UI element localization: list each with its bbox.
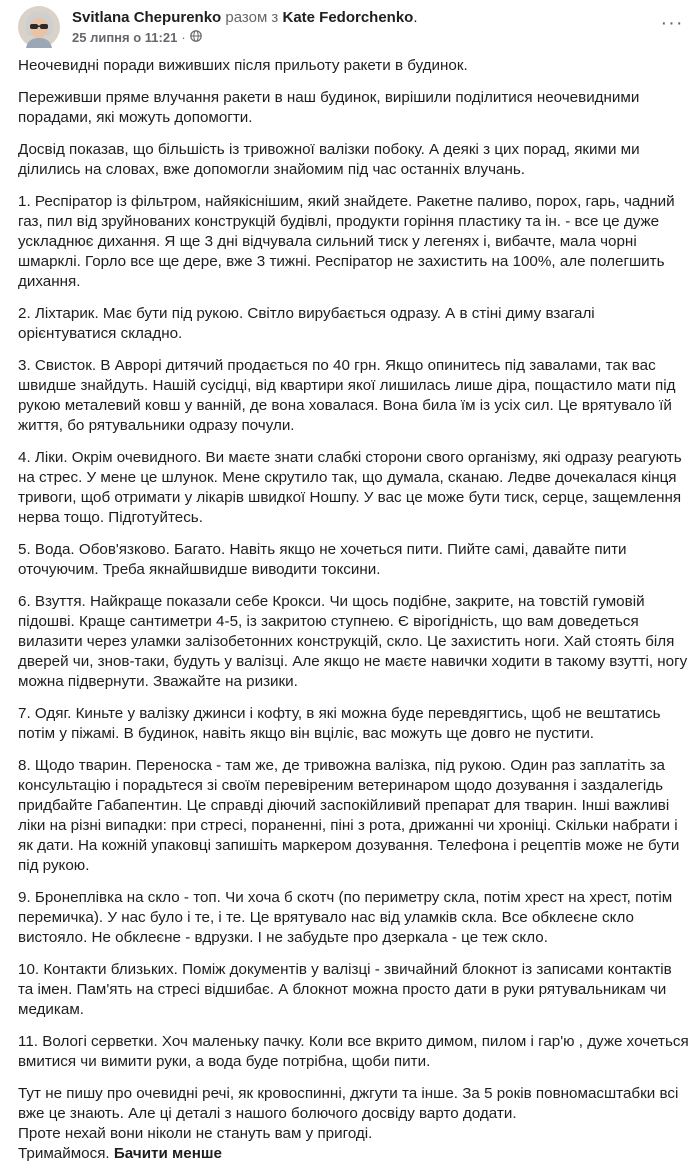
post-body	[18, 56, 690, 1164]
author-name[interactable]: Svitlana Chepurenko	[72, 9, 222, 26]
paragraph: Досвід показав, що більшість із тривожної валізки побоку. А деякі з цих порад, якими ми ділились на словах, вже допомогли знайомим під час останніх влучань.	[18, 141, 640, 178]
globe-icon	[190, 29, 202, 46]
paragraph: 11. Вологі серветки. Хоч маленьку пачку. Коли все вкрито димом, пилом і гар'ю , дуже хочеться вмитися чи вимити руки, а вода буде потрібна, щоби пити.	[18, 1033, 689, 1070]
author-line-period: .	[413, 9, 418, 26]
paragraph: 1. Респіратор із фільтром, найякіснішим, який знайдете. Ракетне паливо, порох, гарь, чадний газ, пил від зруйнованих конструкцій будівлі, продукти горіння пластику та ін. - все це дуже ускладнює дихання. Я ще 3 дні відчувала сильний тиск у легенях і, вибачте, мала чорні шмарклі. Горло все ще дере, вже 3 тижні. Респіратор не захистить на 100%, але полегшить дихання.	[18, 193, 675, 290]
paragraph: 10. Контакти близьких. Поміж документів у валізці - звичайний блокнот із записами контактів та імен. Пам'ять на стресі відшибає. А блокнот можна просто дати в руки рятувальникам чи медикам.	[18, 961, 672, 1018]
see-less-button[interactable]: Бачити менше	[113, 1145, 222, 1162]
time-separator: ·	[181, 30, 186, 45]
author-avatar[interactable]	[18, 6, 60, 48]
paragraph: 2. Ліхтарик. Має бути під рукою. Світло вирубається одразу. А в стіні диму взагалі орієнтуватися складно.	[18, 305, 595, 342]
paragraph: Переживши пряме влучання ракети в наш будинок, вирішили поділитися неочевидними порадами, які можуть допомогти.	[18, 89, 640, 126]
with-text: разом з	[225, 9, 279, 26]
closing-text: Тримаймося.	[18, 1145, 110, 1162]
paragraph: 3. Свисток. В Аврорі дитячий продається по 40 грн. Якщо опинитесь під завалами, так вас швидше знайдуть. Нашій сусідці, від квартири якої лишилась лише діра, пощастило мати під рукою металевий ковш у ванній, де вона ховалася. Вона била їм із усіх сил. Це врятувало їй життя, бо рятувальники одразу почули.	[18, 357, 676, 434]
paragraph: 5. Вода. Обов'язково. Багато. Навіть якщо не хочеться пити. Пийте самі, давайте пити оточуючим. Треба якнайшвидше виводити токсини.	[18, 541, 627, 578]
post-header	[18, 0, 690, 56]
paragraph: 9. Бронеплівка на скло - топ. Чи хоча б скотч (по периметру скла, потім хрест на хрест, потім перемичка). У нас було і те, і те. Це врятувало нас від уламків скла. Все обклеєне скло вистояло. Не обклеєне - вдрузки. І не забудьте про дзеркала - це теж скло.	[18, 889, 673, 946]
more-options-button[interactable]: ···	[660, 11, 684, 34]
coauthor-name[interactable]: Kate Fedorchenko	[282, 9, 414, 26]
paragraph: 4. Ліки. Окрім очевидного. Ви маєте знати слабкі сторони свого організму, які одразу реагують на стрес. У мене це шлунок. Мене скрутило так, що думала, сканаю. Ледве дочекалася кінця тривоги, щоб отримати у лікарів швидкої Ношпу. У вас це може бути тиск, серце, защемлення нерва тощо. Підготуйтесь.	[18, 449, 682, 526]
paragraph: 8. Щодо тварин. Переноска - там же, де тривожна валізка, під рукою. Один раз заплатіть за консультацію і порадьтеся зі своїм перевіреним ветеринаром щодо дозування і заздалегідь придбайте Габапентин. Це справді діючий заспокійливий препарат для тварин. Інші важливі ліки на різні випадки: при стресі, пораненні, піні з рота, дрижанні чи хроніці. Скільки набрати і як дати. На кожній упаковці запишіть маркером дозування. Телефона і рецептів може не бути під рукою.	[18, 757, 680, 874]
post-meta	[72, 6, 654, 46]
paragraph: Тут не пишу про очевидні речі, як кровоспинні, джгути та інше. За 5 років повномасштабки всі вже це знають. Але ці деталі з нашого болючого досвіду варто додати.	[18, 1085, 679, 1122]
post-date[interactable]: 25 липня о 11:21	[72, 30, 178, 45]
time-line	[72, 29, 654, 46]
paragraph: 7. Одяг. Киньте у валізку джинси і кофту, в які можна буде перевдягтись, щоб не вештатись потім у піжамі. В будинок, навіть якщо він вціліє, вас можуть ще довго не пустити.	[18, 705, 661, 742]
paragraph: Неочевидні поради виживших після прильоту ракети в будинок.	[18, 57, 468, 74]
author-line	[72, 8, 654, 27]
closing-line	[18, 1144, 690, 1164]
paragraph: 6. Взуття. Найкраще показали себе Крокси. Чи щось подібне, закрите, на товстій гумовій підошві. Краще сантиметри 4-5, із закритою ступнею. Є вірогідність, що вам доведеться вилазити через уламки залізобетонних конструкцій, скло. Це захистить ноги. Хай стоять біля дверей чи, знов-таки, будуть у валізці. Але якщо не маєте навички ходити в такому взутті, ногу можна підвернути. Зважайте на ризики.	[18, 593, 688, 690]
paragraph: Проте нехай вони ніколи не стануть вам у пригоді.	[18, 1125, 373, 1142]
